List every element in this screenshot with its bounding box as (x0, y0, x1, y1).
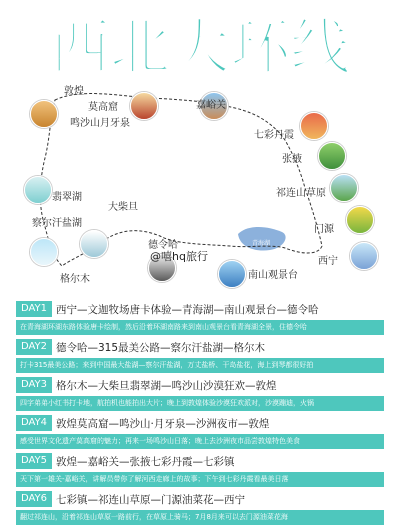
qilian-photo (330, 174, 358, 202)
place-qicai: 七彩丹霞 (254, 130, 294, 141)
day-item (16, 338, 384, 376)
place-qilian: 祁连山草原 (276, 188, 326, 199)
day-route: 格尔木—大柴旦翡翠湖—鸣沙山沙漠狂欢—敦煌 (56, 379, 277, 392)
day-tag: DAY4 (16, 415, 52, 431)
day-item (16, 414, 384, 452)
day-tag: DAY3 (16, 377, 52, 393)
day-route: 敦煌—嘉峪关—张掖七彩丹霞—七彩镇 (56, 455, 235, 468)
day-route: 七彩镇—祁连山草原—门源油菜花—西宁 (56, 493, 245, 506)
place-mogao: 莫高窟 (88, 102, 118, 113)
page-title: 西北大环线 (50, 13, 350, 83)
title-banner (0, 0, 400, 86)
chaerhan-photo (80, 230, 108, 258)
menyuan-photo (346, 206, 374, 234)
place-jiayuguan: 嘉峪关 (196, 100, 226, 111)
place-dachaidan: 大柴旦 (108, 202, 138, 213)
day-note: 天下第一雄关-嘉峪关，讲解员带你了解河西走廊上的故事；下午到七彩丹霞看最美日落 (16, 472, 384, 487)
place-xining: 西宁 (318, 256, 338, 267)
itinerary-list (16, 300, 384, 528)
place-menyuan: 门源 (314, 224, 334, 235)
route-map (0, 78, 400, 300)
day-note: 四字弟弟小红书打卡地，航拍机也能拍出大片；晚上到敦煌体验沙漠狂欢派对，沙漠蹦迪，火锅 (16, 396, 384, 411)
day-note: 翻过祁连山，沿着祁连山草原一路前行，在草原上骑马；7月8月来可以去门源油菜花海 (16, 510, 384, 525)
place-chaerhan: 察尔汗盐湖 (32, 218, 82, 229)
place-delingha: 德令哈 (148, 240, 178, 251)
day-note: 感受世界文化遗产莫高窟的魅力；再来一场鸣沙山日落；晚上去沙洲夜市品尝敦煌特色美食 (16, 434, 384, 449)
camel-photo (30, 100, 58, 128)
day-route: 敦煌莫高窟—鸣沙山·月牙泉—沙洲夜市—敦煌 (56, 417, 270, 430)
day-tag: DAY2 (16, 339, 52, 355)
day-note: 在青海湖环湖东路体验唐卡绘制，然后沿着环湖南路来到南山观景台看青海湖全景，住德令哈 (16, 320, 384, 335)
day-tag: DAY6 (16, 491, 52, 507)
xining-photo (350, 242, 378, 270)
day-item (16, 452, 384, 490)
danxia-photo (300, 112, 328, 140)
golmud-photo (30, 238, 58, 266)
day-route: 西宁—文迦牧场唐卡体验—青海湖—南山观景台—德令哈 (56, 303, 319, 316)
mogao-photo (130, 92, 158, 120)
feicui-photo (24, 176, 52, 204)
day-item (16, 490, 384, 528)
place-zhangye: 张掖 (282, 154, 302, 165)
zhangye-photo (318, 142, 346, 170)
day-item (16, 300, 384, 338)
place-dunhuang: 敦煌 (64, 86, 84, 97)
day-route: 德令哈—315最美公路—察尔汗盐湖—格尔木 (56, 341, 266, 354)
day-tag: DAY1 (16, 301, 52, 317)
author-handle: @嘻hq旅行 (150, 250, 208, 263)
place-golmud: 格尔木 (60, 274, 90, 285)
place-mingsha: 鸣沙山月牙泉 (70, 118, 130, 129)
day-note: 打卡315最美公路；来到中国最大盐湖—察尔汗盐湖，万丈盐桥、干岛盐花，海上到琴都很好拍 (16, 358, 384, 373)
day-tag: DAY5 (16, 453, 52, 469)
place-nanshan: 南山观景台 (248, 270, 298, 281)
lake-label: 青海湖 (252, 240, 271, 247)
place-feicui: 翡翠湖 (52, 192, 82, 203)
day-item (16, 376, 384, 414)
